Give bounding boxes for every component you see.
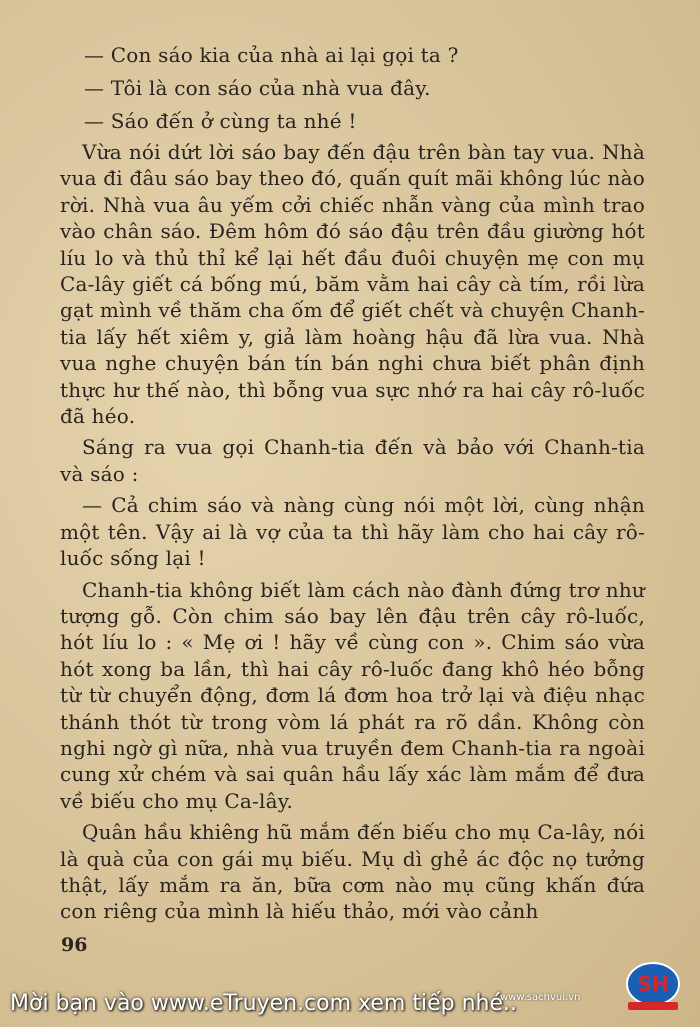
watermark-site-text: www.sachvui.vn — [500, 992, 581, 1003]
paragraph: Vừa nói dứt lời sáo bay đến đậu trên bàn tay vua. Nhà vua đi đâu sáo bay theo đó, quấn quít mãi không lúc nào rời. Nhà vua âu yếm cởi chiếc nhẫn vàng của mình trao vào chân sáo. Đêm hôm đó sáo đậu trên đầu giường hót líu lo và thủ thỉ kể lại hết đầu đuôi chuyện mẹ con mụ Ca-lây giết cá bống mú, băm vằm hai cây cà tím, rồi lừa gạt mình về thăm cha ốm để giết chết và chuyện Chanh-tia lấy hết xiêm y, giả làm hoàng hậu đã lừa vua. Nhà vua nghe chuyện bán tín bán nghi chưa biết phân định thực hư thế nào, thì bỗng vua sực nhớ ra hai cây rô-luốc đã héo. — [60, 140, 645, 429]
publisher-logo-icon — [622, 960, 684, 1012]
page-number: 96 — [61, 934, 88, 956]
dialog-line: — Con sáo kia của nhà ai lại gọi ta ? — [84, 43, 459, 67]
dialog-line: — Tôi là con sáo của nhà vua đây. — [84, 76, 431, 100]
paragraph: Quân hầu khiêng hũ mắm đến biếu cho mụ Ca-lây, nói là quà của con gái mụ biếu. Mụ dì ghẻ ác độc nọ tưởng thật, lấy mắm ra ăn, bữa cơm nào mụ cũng khấn đứa con riêng của mình là hiếu thảo, mới vào cảnh — [60, 820, 645, 924]
paragraph: Sáng ra vua gọi Chanh-tia đến và bảo với Chanh-tia và sáo : — [60, 435, 645, 486]
paragraph: Chanh-tia không biết làm cách nào đành đứng trơ như tượng gỗ. Còn chim sáo bay lên đậu trên cây rô-luốc, hót líu lo : « Mẹ ơi ! hãy về cùng con ». Chim sáo vừa hót xong ba lần, thì hai cây rô-luốc đang khô héo bỗng từ từ chuyển động, đơm lá đơm hoa trở lại và điệu nhạc thánh thót từ trong vòm lá phát ra rõ dần. Không còn nghi ngờ gì nữa, nhà vua truyền đem Chanh-tia ra ngoài cung xử chém và sai quân hầu lấy xác làm mắm để đưa về biếu cho mụ Ca-lây. — [60, 577, 645, 813]
watermark-link-text[interactable]: Mời bạn vào www.eTruyen.com xem tiếp nhé.. — [10, 991, 517, 1016]
svg-text:SH: SH — [637, 972, 669, 996]
paragraph: — Cả chim sáo và nàng cùng nói một lời, cùng nhận một tên. Vậy ai là vợ của ta thì hãy làm cho hai cây rô-luốc sống lại ! — [60, 493, 645, 571]
dialog-line: — Sáo đến ở cùng ta nhé ! — [84, 109, 357, 133]
book-page — [60, 40, 645, 930]
